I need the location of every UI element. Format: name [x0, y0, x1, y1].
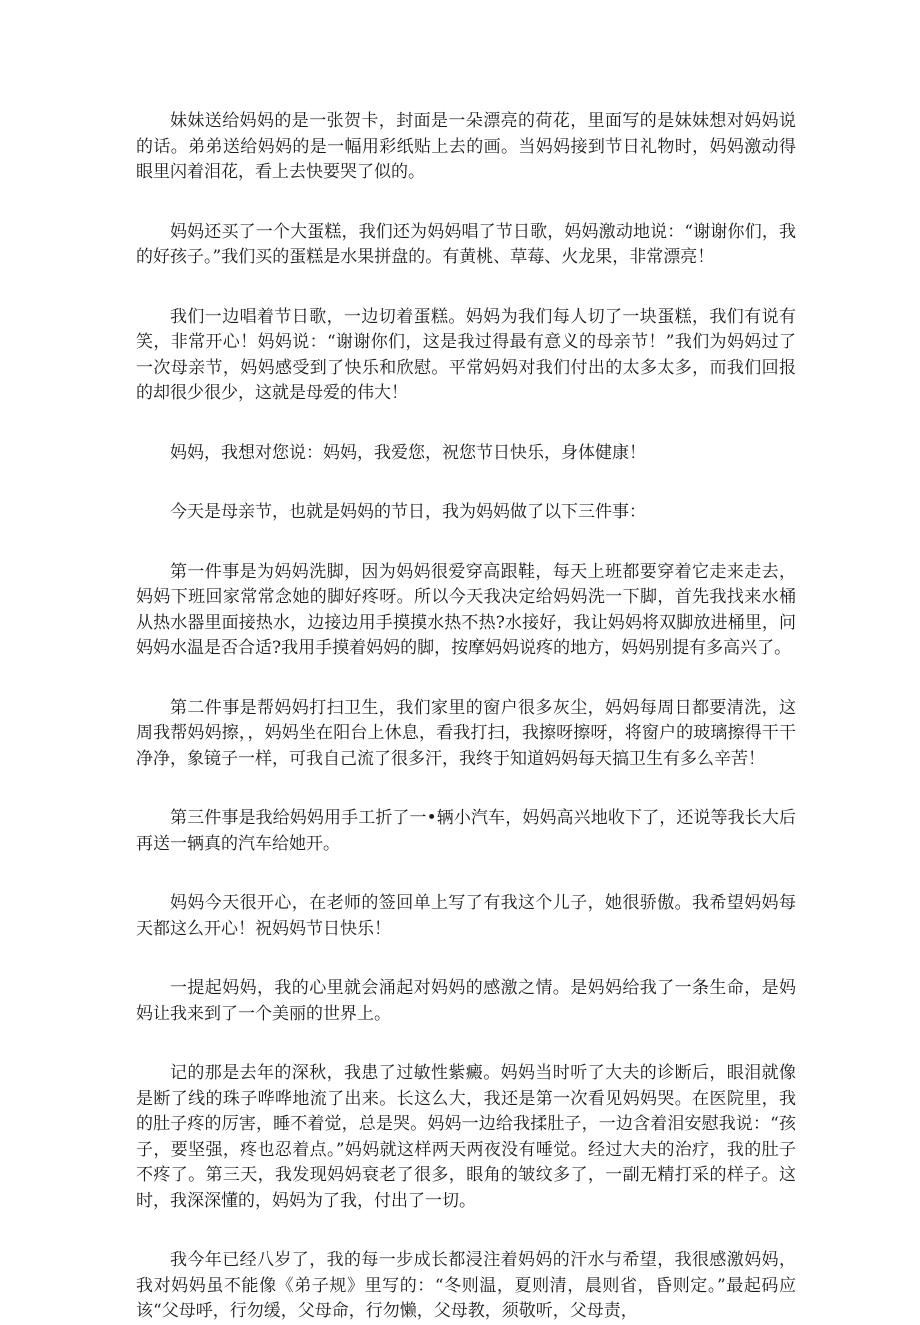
paragraph-second-thing: 第二件事是帮妈妈打扫卫生，我们家里的窗户很多灰尘，妈妈每周日都要清洗，这周我帮妈妈擦，，妈妈坐在阳台上休息，看我打扫，我擦呀擦呀，将窗户的玻璃擦得干干净净，象镜子一样，可我自己流了很多汗，我终于知道妈妈每天搞卫生有多么辛苦！ — [136, 697, 796, 769]
paragraph-wishes: 妈妈，我想对您说：妈妈，我爱您，祝您节日快乐，身体健康！ — [170, 442, 646, 463]
paragraph-mom-happy: 妈妈今天很开心，在老师的签回单上写了有我这个儿子，她很骄傲。我希望妈妈每天都这么开心！祝妈妈节日快乐！ — [136, 893, 796, 939]
paragraph-singing: 我们一边唱着节日歌，一边切着蛋糕。妈妈为我们每人切了一块蛋糕，我们有说有笑，非常开心！妈妈说：“谢谢你们，这是我过得最有意义的母亲节！”我们为妈妈过了一次母亲节，妈妈感受到了快乐和欣慰。平常妈妈对我们付出的太多太多，而我们回报的却很少很少，这就是母爱的伟大！ — [136, 306, 796, 403]
paragraph-first-thing: 第一件事是为妈妈洗脚，因为妈妈很爱穿高跟鞋，每天上班都要穿着它走来走去，妈妈下班回家常常念她的脚好疼呀。所以今天我决定给妈妈洗一下脚，首先我找来水桶从热水器里面接热水，边接边用手摸摸水热不热?水接好，我让妈妈将双脚放进桶里，问妈妈水温是否合适?我用手摸着妈妈的脚，按摩妈妈说疼的地方，妈妈别提有多高兴了。 — [136, 561, 796, 658]
paragraph-illness-memory: 记的那是去年的深秋，我患了过敏性紫癜。妈妈当时听了大夫的诊断后，眼泪就像是断了线的珠子哗哗地流了出来。长这么大，我还是第一次看见妈妈哭。在医院里，我的肚子疼的厉害，睡不着觉，总是哭。妈妈一边给我揉肚子，一边含着泪安慰我说：“孩子，要坚强，疼也忍着点。”妈妈就这样两天两夜没有唾觉。经过大夫的治疗，我的肚子不疼了。第三天，我发现妈妈衰老了很多，眼角的皱纹多了，一副无精打采的样子。这时，我深深懂的，妈妈为了我，付出了一切。 — [136, 1063, 796, 1211]
document-body — [136, 109, 796, 1325]
paragraph-gratitude: 一提起妈妈，我的心里就会涌起对妈妈的感激之情。是妈妈给我了一条生命，是妈妈让我来到了一个美丽的世界上。 — [136, 978, 796, 1024]
paragraph-sister-card: 妹妹送给妈妈的是一张贺卡，封面是一朵漂亮的荷花，里面写的是妹妹想对妈妈说的话。弟弟送给妈妈的是一幅用彩纸贴上去的画。当妈妈接到节日礼物时，妈妈激动得眼里闪着泪花，看上去快要哭了似的。 — [136, 111, 796, 182]
paragraph-three-things-intro: 今天是母亲节，也就是妈妈的节日，我为妈妈做了以下三件事： — [170, 502, 646, 522]
paragraph-third-thing: 第三件事是我给妈妈用手工折了一•辆小汽车，妈妈高兴地收下了，还说等我长大后再送一辆真的汽车给她开。 — [136, 808, 796, 854]
paragraph-cake: 妈妈还买了一个大蛋糕，我们还为妈妈唱了节日歌，妈妈激动地说：“谢谢你们，我的好孩子。”我们买的蛋糕是水果拼盘的。有黄桃、草莓、火龙果，非常漂亮！ — [136, 221, 796, 267]
paragraph-eight-years-old: 我今年已经八岁了，我的每一步成长都浸注着妈妈的汗水与希望，我很感激妈妈，我对妈妈虽不能像《弟子规》里写的：“冬则温，夏则清，晨则省，昏则定。”最起码应该“父母呼，行勿缓，父母命，行勿懒，父母教，须敬听，父母责， — [136, 1250, 796, 1321]
